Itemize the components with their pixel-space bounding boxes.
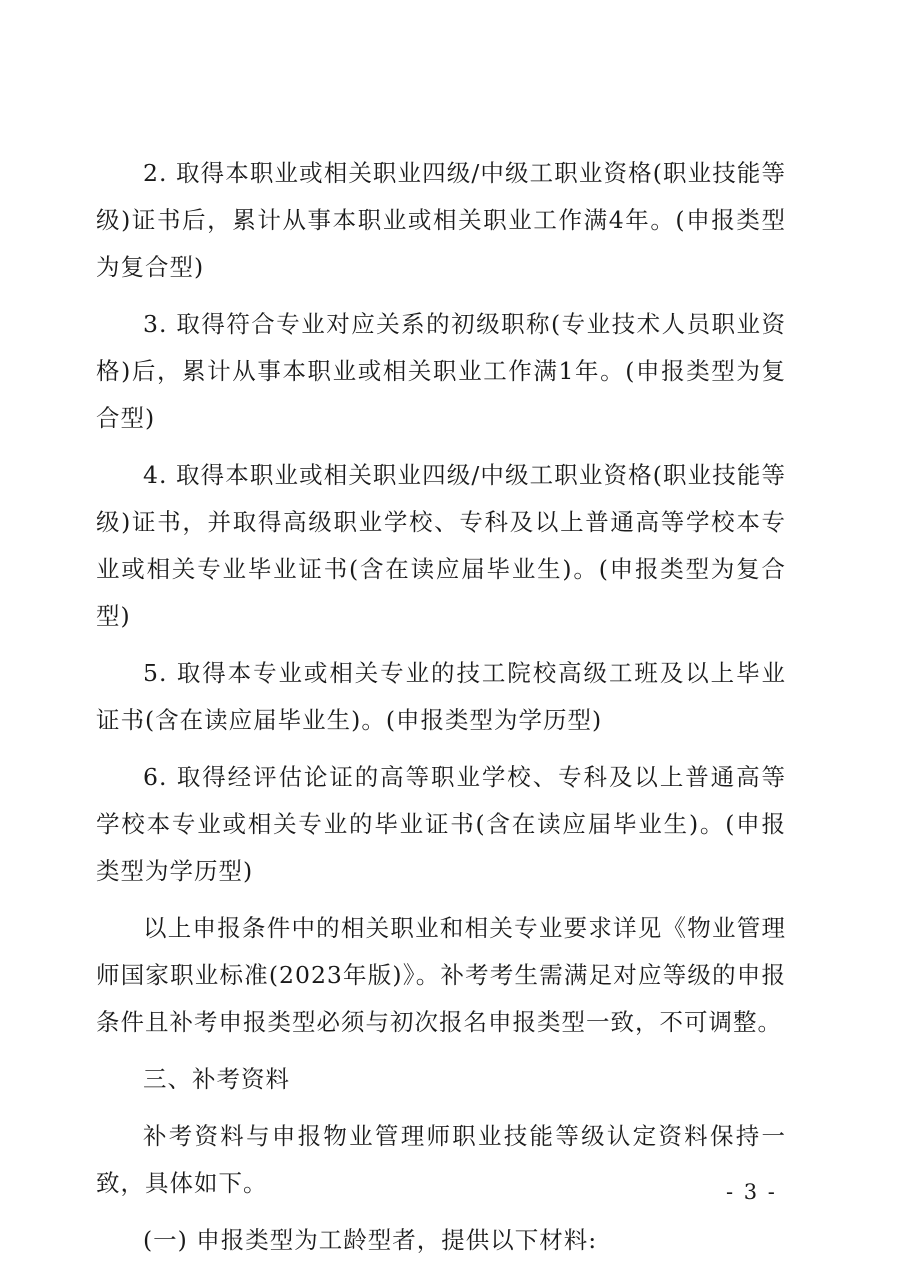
condition-item-2: 2. 取得本职业或相关职业四级/中级工职业资格(职业技能等级)证书后，累计从事本职业或相关职业工作满4年。(申报类型为复合型)	[96, 159, 786, 281]
condition-item-5: 5. 取得本专业或相关专业的技工院校高级工班及以上毕业证书(含在读应届毕业生)。(申报类型为学历型)	[96, 659, 786, 734]
page-number: - 3 -	[726, 1180, 777, 1204]
condition-item-3: 3. 取得符合专业对应关系的初级职称(专业技术人员职业资格)后，累计从事本职业或相关职业工作满1年。(申报类型为复合型)	[96, 310, 786, 432]
section-intro: 补考资料与申报物业管理师职业技能等级认定资料保持一致，具体如下。	[96, 1122, 786, 1197]
condition-item-6: 6. 取得经评估论证的高等职业学校、专科及以上普通高等学校本专业或相关专业的毕业证书(含在读应届毕业生)。(申报类型为学历型)	[96, 763, 786, 885]
document-body	[96, 150, 786, 1264]
condition-item-4: 4. 取得本职业或相关职业四级/中级工职业资格(职业技能等级)证书，并取得高级职业学校、专科及以上普通高等学校本专业或相关专业毕业证书(含在读应届毕业生)。(申报类型为复合型)	[96, 461, 786, 630]
section-heading-3: 三、补考资料	[143, 1065, 290, 1093]
subsection-heading-1: (一) 申报类型为工龄型者，提供以下材料:	[143, 1226, 598, 1254]
conditions-note: 以上申报条件中的相关职业和相关专业要求详见《物业管理师国家职业标准(2023年版)》。补考考生需满足对应等级的申报条件且补考申报类型必须与初次报名申报类型一致，不可调整。	[96, 914, 786, 1036]
